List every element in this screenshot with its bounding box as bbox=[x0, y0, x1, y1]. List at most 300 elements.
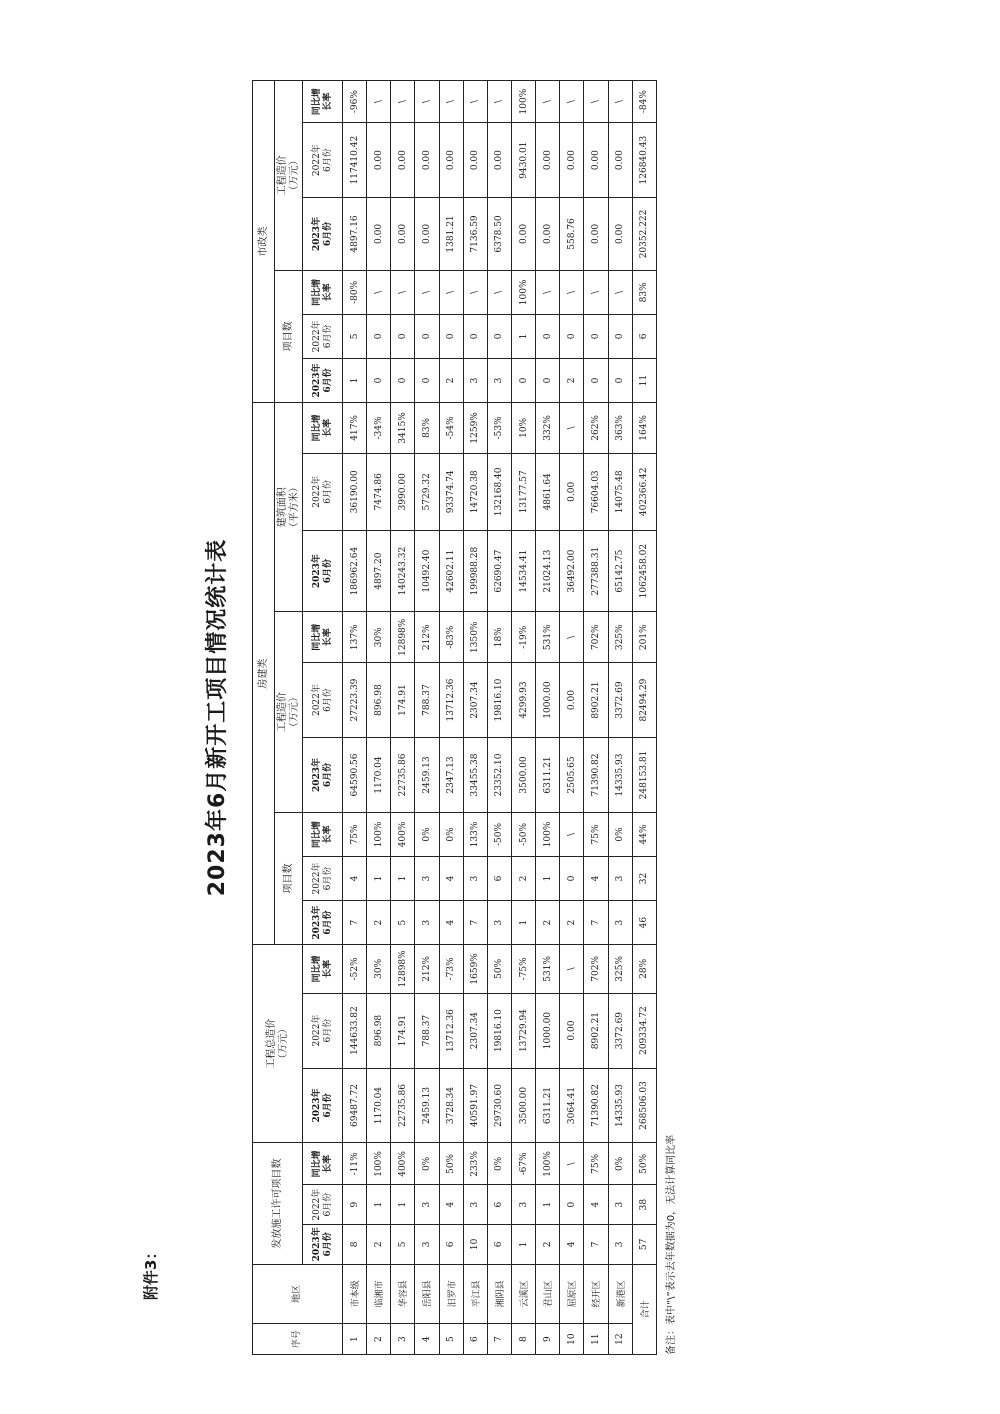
data-cell: 0.00 bbox=[536, 123, 560, 198]
page-title: 2023年6月新开工项目情况统计表 bbox=[205, 538, 230, 897]
data-cell: 75% bbox=[343, 812, 367, 856]
data-cell: 0.00 bbox=[560, 993, 584, 1068]
data-cell: 3415% bbox=[391, 403, 415, 454]
data-cell: 1 bbox=[367, 1185, 391, 1225]
total-cell: 44% bbox=[632, 812, 656, 856]
data-cell: 0.00 bbox=[584, 123, 608, 198]
total-row bbox=[632, 81, 656, 1355]
data-cell: 21024.13 bbox=[536, 530, 560, 612]
data-cell: 3500.00 bbox=[511, 1068, 535, 1143]
data-cell: 0.00 bbox=[560, 453, 584, 530]
data-cell: 233% bbox=[463, 1143, 487, 1185]
data-cell: 2 bbox=[560, 358, 584, 402]
data-cell: 75% bbox=[584, 1143, 608, 1185]
table-row bbox=[343, 81, 367, 1355]
data-cell: \ bbox=[560, 612, 584, 663]
data-cell: 0.00 bbox=[560, 123, 584, 198]
data-cell: 896.98 bbox=[367, 663, 391, 738]
data-cell: 140243.32 bbox=[391, 530, 415, 612]
data-cell: 18% bbox=[487, 612, 511, 663]
row-seq-cell: 9 bbox=[536, 1324, 560, 1355]
data-cell: \ bbox=[415, 81, 439, 123]
data-cell: 42602.11 bbox=[439, 530, 463, 612]
data-cell: \ bbox=[560, 81, 584, 123]
header-region: 地区 bbox=[253, 1264, 343, 1324]
data-cell: 0.00 bbox=[608, 198, 632, 271]
data-cell: 0 bbox=[415, 314, 439, 358]
data-cell: 702% bbox=[584, 945, 608, 993]
data-cell: 1350% bbox=[463, 612, 487, 663]
total-cell: 126840.43 bbox=[632, 123, 656, 198]
data-cell: 19816.10 bbox=[487, 663, 511, 738]
header-municipal: 市政类 bbox=[253, 81, 275, 403]
data-cell: 0 bbox=[584, 314, 608, 358]
subheader-2023: 2023年 6月份 bbox=[303, 358, 343, 402]
subheader-2022: 2022年 6月份 bbox=[303, 123, 343, 198]
total-cell: 1062458.02 bbox=[632, 530, 656, 612]
table-row bbox=[487, 81, 511, 1355]
data-cell: \ bbox=[415, 270, 439, 314]
data-cell: 0% bbox=[439, 812, 463, 856]
data-cell: 0 bbox=[536, 358, 560, 402]
data-cell: 0.00 bbox=[439, 123, 463, 198]
data-cell: 65142.75 bbox=[608, 530, 632, 612]
total-cell: 57 bbox=[632, 1225, 656, 1265]
data-cell: -53% bbox=[487, 403, 511, 454]
row-seq-cell: 10 bbox=[560, 1324, 584, 1355]
data-cell: -73% bbox=[439, 945, 463, 993]
total-cell: 20352.222 bbox=[632, 198, 656, 271]
data-cell: 0 bbox=[560, 1185, 584, 1225]
total-cell: -84% bbox=[632, 81, 656, 123]
data-cell: 531% bbox=[536, 945, 560, 993]
data-cell: 6 bbox=[487, 1185, 511, 1225]
data-cell: 100% bbox=[536, 1143, 560, 1185]
data-cell: 100% bbox=[511, 81, 535, 123]
data-cell: 3 bbox=[487, 901, 511, 945]
data-cell: 788.37 bbox=[415, 663, 439, 738]
data-cell: 0.00 bbox=[391, 198, 415, 271]
table-row bbox=[391, 81, 415, 1355]
data-cell: 3 bbox=[415, 901, 439, 945]
data-cell: 6311.21 bbox=[536, 1068, 560, 1143]
data-cell: 3 bbox=[415, 857, 439, 901]
data-cell: 4897.16 bbox=[343, 198, 367, 271]
data-cell: \ bbox=[439, 81, 463, 123]
data-cell: 30% bbox=[367, 945, 391, 993]
header-housing-area: 建筑面积 （平方米） bbox=[275, 403, 303, 612]
data-cell: 14720.38 bbox=[463, 453, 487, 530]
data-cell: 1 bbox=[536, 1185, 560, 1225]
row-seq-cell: 1 bbox=[343, 1324, 367, 1355]
total-cell: 82494.29 bbox=[632, 663, 656, 738]
data-cell: 5 bbox=[343, 314, 367, 358]
data-cell: 2 bbox=[439, 358, 463, 402]
subheader-2023: 2023年 6月份 bbox=[303, 530, 343, 612]
data-cell: 64590.56 bbox=[343, 738, 367, 813]
data-cell: 62690.47 bbox=[487, 530, 511, 612]
row-region-cell: 市本级 bbox=[343, 1264, 367, 1324]
table-body bbox=[343, 81, 657, 1355]
data-cell: 100% bbox=[536, 812, 560, 856]
data-cell: 4897.20 bbox=[367, 530, 391, 612]
data-cell: 3372.69 bbox=[608, 993, 632, 1068]
data-cell: 117410.42 bbox=[343, 123, 367, 198]
data-cell: 22735.86 bbox=[391, 738, 415, 813]
data-cell: 0.00 bbox=[367, 123, 391, 198]
data-cell: 3 bbox=[463, 1185, 487, 1225]
row-seq-cell: 11 bbox=[584, 1324, 608, 1355]
data-cell: 13729.94 bbox=[511, 993, 535, 1068]
data-cell: 4 bbox=[584, 1185, 608, 1225]
data-cell: \ bbox=[560, 403, 584, 454]
data-cell: 1000.00 bbox=[536, 993, 560, 1068]
data-cell: 1 bbox=[511, 314, 535, 358]
subheader-yoy: 同比增 长率 bbox=[303, 812, 343, 856]
table-row bbox=[367, 81, 391, 1355]
row-seq-cell: 2 bbox=[367, 1324, 391, 1355]
data-cell: 3 bbox=[608, 1225, 632, 1265]
data-cell: 5 bbox=[391, 901, 415, 945]
data-cell: 100% bbox=[367, 1143, 391, 1185]
table-row bbox=[536, 81, 560, 1355]
data-cell: 10% bbox=[511, 403, 535, 454]
data-cell: 1 bbox=[511, 901, 535, 945]
data-cell: 1170.04 bbox=[367, 1068, 391, 1143]
subheader-2022: 2022年 6月份 bbox=[303, 1185, 343, 1225]
data-cell: 4 bbox=[343, 857, 367, 901]
data-cell: 2459.13 bbox=[415, 1068, 439, 1143]
table-row bbox=[415, 81, 439, 1355]
data-cell: 0 bbox=[536, 314, 560, 358]
data-cell: 6 bbox=[487, 1225, 511, 1265]
data-cell: 2307.34 bbox=[463, 993, 487, 1068]
data-cell: 0.00 bbox=[415, 123, 439, 198]
total-cell: 402366.42 bbox=[632, 453, 656, 530]
data-cell: 558.76 bbox=[560, 198, 584, 271]
data-cell: 2 bbox=[367, 901, 391, 945]
data-cell: 132168.40 bbox=[487, 453, 511, 530]
data-cell: 0 bbox=[511, 358, 535, 402]
header-total-cost: 工程总造价 （万元） bbox=[253, 945, 303, 1143]
data-cell: 8 bbox=[343, 1225, 367, 1265]
data-cell: 0 bbox=[463, 314, 487, 358]
row-region-cell: 云溪区 bbox=[511, 1264, 535, 1324]
data-cell: 2347.13 bbox=[439, 738, 463, 813]
data-cell: -67% bbox=[511, 1143, 535, 1185]
data-cell: 0.00 bbox=[560, 663, 584, 738]
data-cell: 199988.28 bbox=[463, 530, 487, 612]
data-cell: 400% bbox=[391, 812, 415, 856]
data-cell: 1 bbox=[391, 857, 415, 901]
data-cell: 363% bbox=[608, 403, 632, 454]
data-cell: 332% bbox=[536, 403, 560, 454]
data-cell: -50% bbox=[511, 812, 535, 856]
table-row bbox=[584, 81, 608, 1355]
subheader-2022: 2022年 6月份 bbox=[303, 857, 343, 901]
subheader-2023: 2023年 6月份 bbox=[303, 1068, 343, 1143]
subheader-2023: 2023年 6月份 bbox=[303, 738, 343, 813]
attachment-label: 附件3： bbox=[142, 1244, 160, 1300]
data-cell: 71390.82 bbox=[584, 1068, 608, 1143]
data-cell: \ bbox=[463, 270, 487, 314]
data-cell: 702% bbox=[584, 612, 608, 663]
data-cell: 3728.34 bbox=[439, 1068, 463, 1143]
data-cell: 896.98 bbox=[367, 993, 391, 1068]
data-cell: \ bbox=[439, 270, 463, 314]
data-cell: -54% bbox=[439, 403, 463, 454]
data-cell: 7 bbox=[463, 901, 487, 945]
subheader-yoy: 同比增 长率 bbox=[303, 945, 343, 993]
data-cell: 36190.00 bbox=[343, 453, 367, 530]
data-cell: 83% bbox=[415, 403, 439, 454]
total-cell: 209334.72 bbox=[632, 993, 656, 1068]
data-cell: 212% bbox=[415, 612, 439, 663]
subheader-2023: 2023年 6月份 bbox=[303, 1225, 343, 1265]
data-cell: 36492.00 bbox=[560, 530, 584, 612]
row-seq-cell: 12 bbox=[608, 1324, 632, 1355]
data-cell: 19816.10 bbox=[487, 993, 511, 1068]
data-cell: 14534.41 bbox=[511, 530, 535, 612]
data-cell: 4 bbox=[439, 857, 463, 901]
data-cell: 400% bbox=[391, 1143, 415, 1185]
data-cell: 6 bbox=[439, 1225, 463, 1265]
header-housing-cost: 工程造价 （万元） bbox=[275, 612, 303, 813]
row-seq-cell: 3 bbox=[391, 1324, 415, 1355]
data-cell: 0% bbox=[487, 1143, 511, 1185]
data-cell: \ bbox=[560, 812, 584, 856]
data-cell: 1 bbox=[511, 1225, 535, 1265]
data-cell: 0.00 bbox=[584, 198, 608, 271]
data-cell: -83% bbox=[439, 612, 463, 663]
data-cell: 417% bbox=[343, 403, 367, 454]
data-cell: 13712.36 bbox=[439, 663, 463, 738]
statistics-table bbox=[252, 80, 657, 1355]
data-cell: 6311.21 bbox=[536, 738, 560, 813]
data-cell: 3 bbox=[463, 857, 487, 901]
data-cell: 3 bbox=[608, 1185, 632, 1225]
data-cell: 4 bbox=[560, 1225, 584, 1265]
data-cell: 4 bbox=[439, 1185, 463, 1225]
total-cell: 11 bbox=[632, 358, 656, 402]
subheader-2023: 2023年 6月份 bbox=[303, 901, 343, 945]
data-cell: \ bbox=[367, 81, 391, 123]
data-cell: 0.00 bbox=[463, 123, 487, 198]
data-cell: 5729.32 bbox=[415, 453, 439, 530]
total-cell: 268506.03 bbox=[632, 1068, 656, 1143]
data-cell: -52% bbox=[343, 945, 367, 993]
data-cell: 2 bbox=[536, 901, 560, 945]
data-cell: 40591.97 bbox=[463, 1068, 487, 1143]
row-region-cell: 君山区 bbox=[536, 1264, 560, 1324]
data-cell: 0 bbox=[367, 358, 391, 402]
data-cell: 2 bbox=[511, 857, 535, 901]
row-region-cell: 平江县 bbox=[463, 1264, 487, 1324]
subheader-yoy: 同比增 长率 bbox=[303, 403, 343, 454]
subheader-yoy: 同比增 长率 bbox=[303, 1143, 343, 1185]
data-cell: 13712.36 bbox=[439, 993, 463, 1068]
data-cell: 2 bbox=[367, 1225, 391, 1265]
data-cell: \ bbox=[560, 945, 584, 993]
data-cell: 0 bbox=[608, 358, 632, 402]
data-cell: -50% bbox=[487, 812, 511, 856]
data-cell: 3 bbox=[487, 358, 511, 402]
data-cell: 1381.21 bbox=[439, 198, 463, 271]
table-row bbox=[608, 81, 632, 1355]
data-cell: 50% bbox=[487, 945, 511, 993]
data-cell: 3 bbox=[463, 358, 487, 402]
data-cell: 4861.64 bbox=[536, 453, 560, 530]
data-cell: 12898% bbox=[391, 612, 415, 663]
total-cell: 6 bbox=[632, 314, 656, 358]
data-cell: 133% bbox=[463, 812, 487, 856]
data-cell: 0.00 bbox=[391, 123, 415, 198]
data-cell: 3 bbox=[608, 857, 632, 901]
row-region-cell: 岳阳县 bbox=[415, 1264, 439, 1324]
data-cell: 212% bbox=[415, 945, 439, 993]
subheader-yoy: 同比增 长率 bbox=[303, 270, 343, 314]
data-cell: 0 bbox=[367, 314, 391, 358]
data-cell: -96% bbox=[343, 81, 367, 123]
data-cell: \ bbox=[536, 270, 560, 314]
data-cell: 29730.60 bbox=[487, 1068, 511, 1143]
data-cell: 325% bbox=[608, 612, 632, 663]
subheader-2022: 2022年 6月份 bbox=[303, 993, 343, 1068]
data-cell: 531% bbox=[536, 612, 560, 663]
data-cell: 1170.04 bbox=[367, 738, 391, 813]
data-cell: 100% bbox=[511, 270, 535, 314]
data-cell: \ bbox=[487, 81, 511, 123]
footnote: 备注：表中“\”表示去年数据为0，无法计算同比率 bbox=[666, 1134, 677, 1355]
data-cell: 1 bbox=[343, 358, 367, 402]
data-cell: 2307.34 bbox=[463, 663, 487, 738]
header-municipal-cost: 工程造价 （万元） bbox=[275, 81, 303, 271]
data-cell: 7 bbox=[584, 1225, 608, 1265]
data-cell: 7474.86 bbox=[367, 453, 391, 530]
data-cell: 3 bbox=[608, 901, 632, 945]
row-seq-cell: 6 bbox=[463, 1324, 487, 1355]
data-cell: 788.37 bbox=[415, 993, 439, 1068]
data-cell: 0% bbox=[608, 812, 632, 856]
data-cell: 0 bbox=[391, 358, 415, 402]
data-cell: -11% bbox=[343, 1143, 367, 1185]
data-cell: 3 bbox=[415, 1225, 439, 1265]
data-cell: 1659% bbox=[463, 945, 487, 993]
data-cell: -80% bbox=[343, 270, 367, 314]
data-cell: 76604.03 bbox=[584, 453, 608, 530]
data-cell: 7136.59 bbox=[463, 198, 487, 271]
data-cell: 0 bbox=[560, 314, 584, 358]
data-cell: 0 bbox=[487, 314, 511, 358]
data-cell: 1259% bbox=[463, 403, 487, 454]
data-cell: \ bbox=[584, 270, 608, 314]
table-row bbox=[560, 81, 584, 1355]
row-seq-cell: 7 bbox=[487, 1324, 511, 1355]
data-cell: -34% bbox=[367, 403, 391, 454]
data-cell: 174.91 bbox=[391, 993, 415, 1068]
row-region-cell: 屈原区 bbox=[560, 1264, 584, 1324]
row-seq-cell: 8 bbox=[511, 1324, 535, 1355]
header-municipal-count: 项目数 bbox=[275, 270, 303, 402]
data-cell: \ bbox=[536, 81, 560, 123]
data-cell: 93374.74 bbox=[439, 453, 463, 530]
data-cell: 0% bbox=[415, 812, 439, 856]
data-cell: 3064.41 bbox=[560, 1068, 584, 1143]
data-cell: 1 bbox=[367, 857, 391, 901]
data-cell: 0 bbox=[584, 358, 608, 402]
total-cell: 46 bbox=[632, 901, 656, 945]
data-cell: 14075.48 bbox=[608, 453, 632, 530]
data-cell: 0 bbox=[560, 857, 584, 901]
total-cell: 28% bbox=[632, 945, 656, 993]
data-cell: 144633.82 bbox=[343, 993, 367, 1068]
data-cell: 325% bbox=[608, 945, 632, 993]
row-seq-cell: 5 bbox=[439, 1324, 463, 1355]
header-seq: 序号 bbox=[253, 1324, 343, 1355]
data-cell: \ bbox=[560, 270, 584, 314]
data-cell: \ bbox=[608, 81, 632, 123]
data-cell: 8902.21 bbox=[584, 663, 608, 738]
data-cell: 2 bbox=[560, 901, 584, 945]
data-cell: 75% bbox=[584, 812, 608, 856]
data-cell: 277388.31 bbox=[584, 530, 608, 612]
data-cell: 1 bbox=[536, 857, 560, 901]
data-cell: 69487.72 bbox=[343, 1068, 367, 1143]
data-cell: 10 bbox=[463, 1225, 487, 1265]
data-cell: \ bbox=[463, 81, 487, 123]
data-cell: 30% bbox=[367, 612, 391, 663]
data-cell: 174.91 bbox=[391, 663, 415, 738]
subheader-yoy: 同比增 长率 bbox=[303, 81, 343, 123]
data-cell: \ bbox=[560, 1143, 584, 1185]
data-cell: 0 bbox=[439, 314, 463, 358]
header-housing: 房建类 bbox=[253, 403, 275, 945]
subheader-2022: 2022年 6月份 bbox=[303, 453, 343, 530]
data-cell: 27223.39 bbox=[343, 663, 367, 738]
header-permits: 发放施工许可项目数 bbox=[253, 1143, 303, 1264]
data-cell: 8902.21 bbox=[584, 993, 608, 1068]
data-cell: 14335.93 bbox=[608, 738, 632, 813]
total-cell: 50% bbox=[632, 1143, 656, 1185]
data-cell: 0 bbox=[415, 358, 439, 402]
table-row bbox=[463, 81, 487, 1355]
data-cell: 3372.69 bbox=[608, 663, 632, 738]
subheader-2023: 2023年 6月份 bbox=[303, 198, 343, 271]
data-cell: 10492.40 bbox=[415, 530, 439, 612]
data-cell: 0.00 bbox=[608, 123, 632, 198]
row-region-cell: 华容县 bbox=[391, 1264, 415, 1324]
data-cell: 262% bbox=[584, 403, 608, 454]
data-cell: 9 bbox=[343, 1185, 367, 1225]
data-cell: 33455.38 bbox=[463, 738, 487, 813]
rotated-page-content bbox=[200, 80, 685, 1355]
data-cell: -75% bbox=[511, 945, 535, 993]
data-cell: 5 bbox=[391, 1225, 415, 1265]
total-cell: 248153.81 bbox=[632, 738, 656, 813]
data-cell: 6378.50 bbox=[487, 198, 511, 271]
subheader-2022: 2022年 6月份 bbox=[303, 663, 343, 738]
data-cell: 3 bbox=[415, 1185, 439, 1225]
data-cell: 0 bbox=[391, 314, 415, 358]
data-cell: 71390.82 bbox=[584, 738, 608, 813]
data-cell: 0% bbox=[608, 1143, 632, 1185]
subheader-yoy: 同比增 长率 bbox=[303, 612, 343, 663]
row-region-cell: 湘阴县 bbox=[487, 1264, 511, 1324]
data-cell: 0.00 bbox=[367, 198, 391, 271]
header-housing-count: 项目数 bbox=[275, 812, 303, 944]
data-cell: 0.00 bbox=[536, 198, 560, 271]
data-cell: 0.00 bbox=[415, 198, 439, 271]
